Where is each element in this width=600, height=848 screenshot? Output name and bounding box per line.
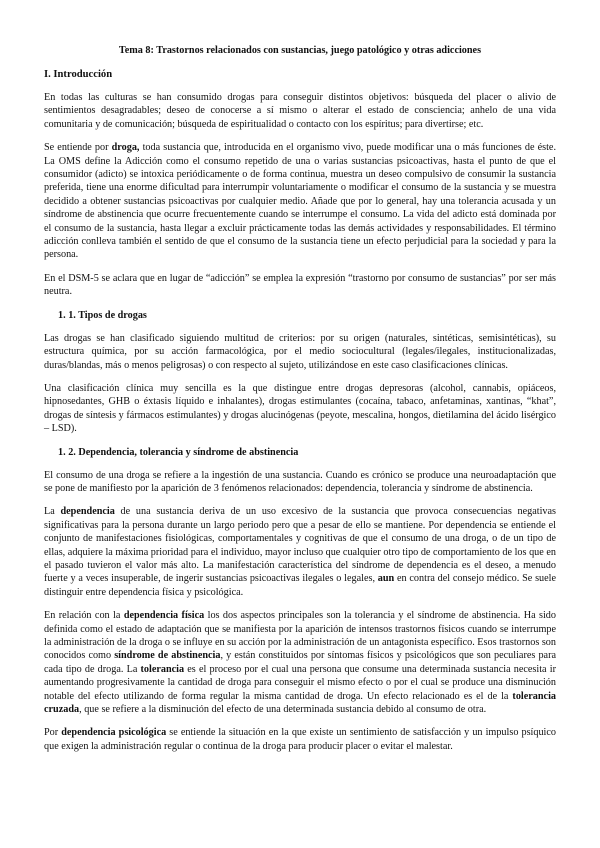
bold-term-tolerancia-cruzada: tolerancia cruzada [44,690,556,716]
paragraph-clasificacion-clinica: Una clasificación clínica muy sencilla es la que distingue entre drogas depresoras (alcohol, cannabis, opiáceos, hipnosedantes, GHB o éxtasis líquido e inhalantes), drogas estimulantes (cocaína, tabaco, anfetaminas, xantinas, “khat”, drogas de síntesis y fármacos estimulantes) y drogas alucinógenas (peyote, mescalina, hongos, dietilamina del ácido lisérgico – LSD). [44,382,556,435]
bold-term-aun: aun [377,573,395,585]
bold-term-droga: droga, [111,142,140,154]
subsection-heading-dependencia: 1. 2. Dependencia, tolerancia y síndrome de abstinencia [58,446,299,458]
bold-term-dependencia-fisica: dependencia física [123,610,205,622]
paragraph-dependencia-psicologica [44,726,556,753]
text-run: en contra del consejo médico. Se suele distinguir entre dependencia física y psicológica. [44,573,556,598]
bold-term-sindrome-abstinencia: síndrome de abstinencia [114,650,221,662]
paragraph-definicion-droga [44,141,556,262]
text-run: se entiende la situación en la que existe un sentimiento de satisfacción y un impulso psíquico que exigen la administración regular o continua de la droga para producir placer o evitar el malestar. [44,727,557,752]
text-run: En relación con la [44,610,124,622]
text-run: La [44,506,61,518]
text-run: Se entiende por [44,142,112,154]
section-heading-introduccion: I. Introducción [44,69,113,80]
text-run: , y están constituidos por síntomas físicos y psicológicos que son peculiares para cada tipo de droga. La [44,650,556,675]
paragraph-dependencia [44,505,556,599]
document-title: Tema 8: Trastornos relacionados con sustancias, juego patológico y otras adicciones [118,45,482,56]
bold-term-dependencia: dependencia [60,506,115,518]
paragraph-clasificacion-criterios: Las drogas se han clasificado siguiendo multitud de criterios: por su origen (naturales, sintéticas, semisintéticas), su estructura química, por su acción farmacológica, por el medio sociocultural (legales/ilegales, institucionalizadas, duras/blandas, más o menos peligrosas) o con respecto al sujeto, utilizándose en este caso clasificaciones clínicas. [44,332,556,371]
text-run: Por [44,727,62,739]
bold-term-dependencia-psicologica: dependencia psicológica [61,727,167,739]
bold-term-tolerancia: tolerancia [140,663,185,675]
text-run: de una sustancia deriva de un uso excesivo de la sustancia que provoca consecuencias negativas significativas para la persona durante un largo periodo pero que a pesar de ello se mantiene. Por dependencia se entiende el conjunto de manifestaciones fisiológicas, comportamentales y cognitivas de que el consumo de una droga, o de un tipo de ellas, adquiere la máxima prioridad para el individuo, mayor incluso que cualquier otro tipo de comportamiento de los que en el pasado tuvieron el valor más alto. La manifestación característica del síndrome de dependencia es el deseo, a menudo fuerte y a veces insuperable, de ingerir sustancias psicoactivas ilegales o legales, [44,506,556,585]
text-run: toda sustancia que, introducida en el organismo vivo, puede modificar una o más funciones de éste. La OMS define la Adicción como el consumo repetido de una o varias sustancias psicoactivas, hasta el punto de que el consumidor (adicto) se intoxica periódicamente o de forma continua, muestra un deseo compulsivo de consumir la sustancia preferida, tiene una enorme dificultad para interrumpir voluntariamente o modificar el consumo de la sustancia y se muestra decidido a obtener sustancias psicoactivas por cualquier medio. Añade que por lo general, hay una tolerancia acusada y un síndrome de abstinencia que ocurre frecuentemente cuando se interrumpe el consumo. La vida del adicto está dominada por el consumo de la sustancia, hasta llegar a excluir prácticamente todas las demás actividades y responsabilidades. El término adicción conlleva también el sentido de que el consumo de la sustancia tiene un efecto perjudicial para la sociedad y para la persona. [44,142,557,261]
paragraph-consumo: El consumo de una droga se refiere a la ingestión de una sustancia. Cuando es crónico se produce una neuroadaptación que se pone de manifiesto por la aparición de 3 fenómenos relacionados: dependencia, tolerancia y síndrome de abstinencia. [44,469,556,494]
paragraph-dependencia-fisica [44,609,556,716]
paragraph-culturas: En todas las culturas se han consumido drogas para conseguir distintos objetivos: búsqueda del placer o alivio de sentimientos desagradables; deseo de conocerse a sí mismo o alterar el estado de consciencia; anhelo de una vida comunitaria y de comunicación; búsqueda de espiritualidad o contacto con los espíritus; para divertirse; etc. [44,92,556,130]
text-run: es el proceso por el cual una persona que consume una determinada sustancia necesita ir aumentando progresivamente la cantidad de droga para conseguir el mismo efecto o por el cual se produce una disminución notable del efecto utilizando de forma regular la misma cantidad de droga. Un efecto relacionado es el de la [44,663,556,702]
subsection-heading-tipos-drogas: 1. 1. Tipos de drogas [58,309,147,321]
text-run: los dos aspectos principales son la tolerancia y el síndrome de abstinencia. Ha sido definida como el estado de adaptación que se manifiesta por la aparición de intensos trastornos físicos cuando se interrumpe la administración de la droga o se influye en su acción por la administración de un antagonista específico. Esos trastornos son conocidos como [44,610,556,662]
text-run: , que se refiere a la disminución del efecto de una determinada sustancia debido al consumo de otra. [79,704,487,716]
paragraph-dsm5: En el DSM-5 se aclara que en lugar de “adicción” se emplea la expresión “trastorno por consumo de sustancias” por ser más neutra. [44,272,556,298]
